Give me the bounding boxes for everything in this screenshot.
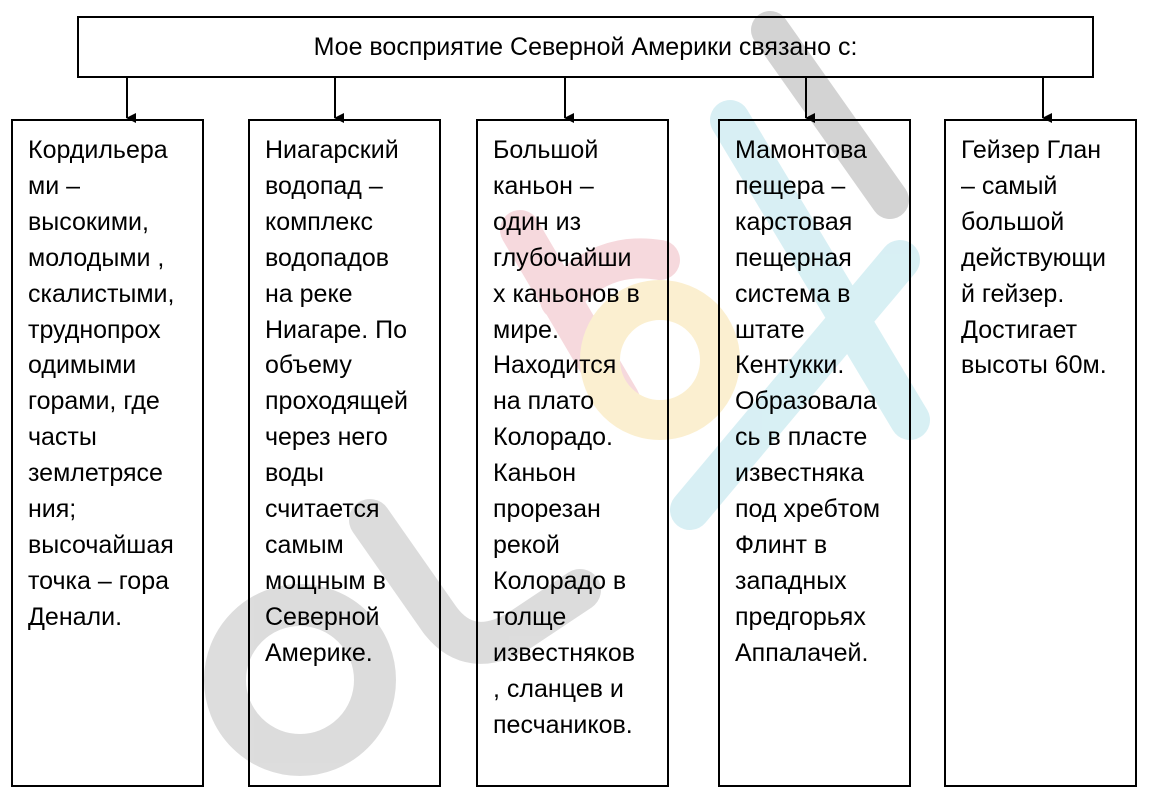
card-grand-canyon-text: Большой каньон – один из глубочайши х каньонов в мире. Находится на плато Колорадо. Каньон прорезан рекой Колорадо в толще известняков , сланцев и песчаников. <box>493 136 640 739</box>
card-mammoth-cave <box>718 119 911 787</box>
card-cordilleras-text: Кордильера ми – высокими, молодыми , скалистыми, труднопрох одимыми горами, где часты землетрясе ния; высочайшая точка – гора Денали. <box>28 136 175 631</box>
card-niagara-text: Ниагарский водопад – комплекс водопадов на реке Ниагаре. По объему проходящей через него воды считается самым мощным в Северной Америке. <box>265 136 408 667</box>
card-niagara <box>248 119 441 787</box>
card-mammoth-cave-text: Мамонтова пещера – карстовая пещерная система в штате Кентукки. Образовала сь в пласте известняка под хребтом Флинт в западных предгорьях Аппалачей. <box>735 136 881 667</box>
card-cordilleras <box>11 119 204 787</box>
card-geyser-text: Гейзер Глан – самый большой действующи й гейзер. Достигает высоты 60м. <box>961 136 1107 380</box>
card-grand-canyon <box>476 119 669 787</box>
card-geyser <box>944 119 1137 787</box>
diagram-title: Мое восприятие Северной Америки связано с: <box>313 32 858 61</box>
